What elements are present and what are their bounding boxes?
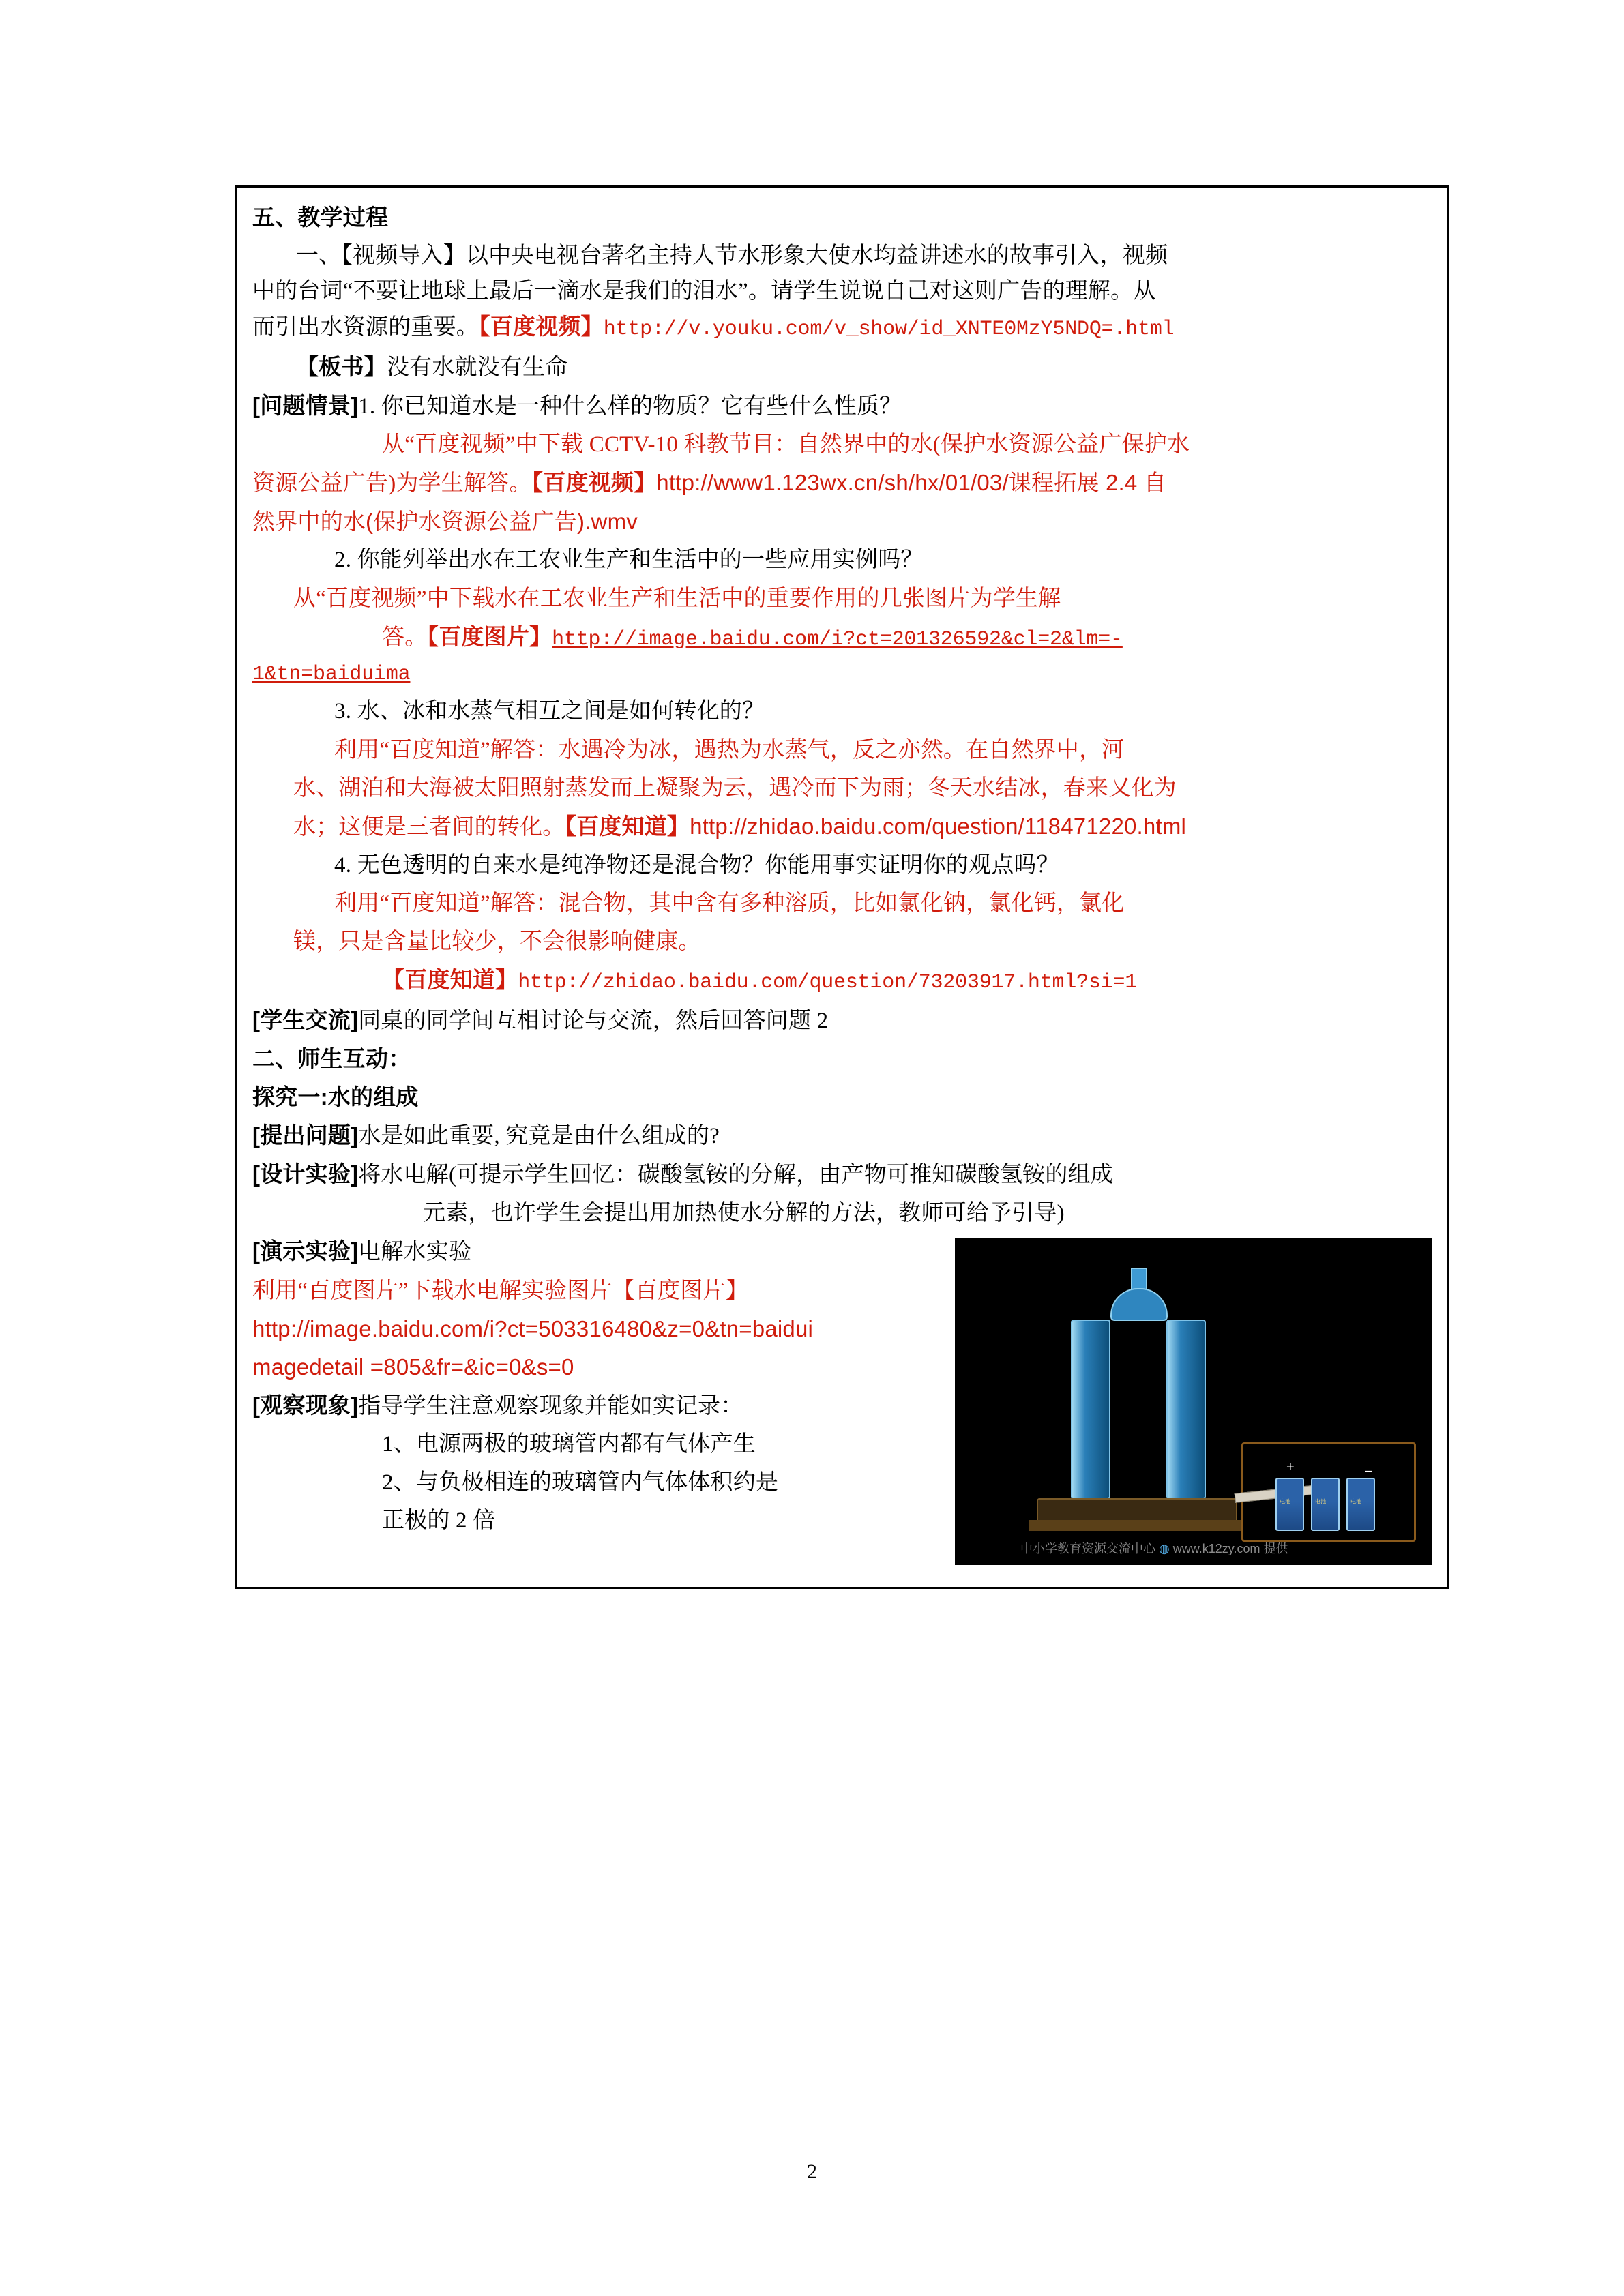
baidu-video-tag: 【百度视频】 <box>479 314 604 340</box>
zhidao-link-2[interactable]: http://zhidao.baidu.com/question/73203917.html?si=1 <box>518 971 1138 995</box>
figure-cathode-tube <box>1071 1320 1110 1500</box>
video-intro-line-2: 中的台词“不要让地球上最后一滴水是我们的泪水”。请学生说说自己对这则广告的理解。从 <box>252 279 1156 304</box>
figure-battery-1 <box>1275 1478 1304 1531</box>
teacher-student-interaction-heading: 二、师生互动： <box>252 1045 411 1071</box>
question-3: 3. 水、冰和水蒸气相互之间是如何转化的？ <box>334 699 765 724</box>
demo-source-line-1: 利用“百度图片”下载水电解实验图片【百度图片】 <box>252 1278 748 1303</box>
figure-negative-terminal-label: − <box>1364 1463 1373 1480</box>
observe-item-3: 正极的 2 倍 <box>382 1508 496 1534</box>
demo-source-link-line-1[interactable]: http://image.baidu.com/i?ct=503316480&z=0&tn=baidui <box>252 1315 814 1341</box>
answer4-line-1: 利用“百度知道”解答：混合物，其中含有多种溶质，比如氯化钠，氯化钙，氯化 <box>334 891 1125 916</box>
watermark-site: www.k12zy.com <box>1172 1542 1260 1556</box>
watermark-suffix: 提供 <box>1263 1542 1288 1556</box>
figure-flask-neck <box>1110 1288 1168 1321</box>
answer2-line-1: 从“百度视频”中下载水在工农业生产和生活中的重要作用的几张图片为学生解 <box>293 586 1061 611</box>
question-4: 4. 无色透明的自来水是纯净物还是混合物？你能用事实证明你的观点吗？ <box>334 852 1059 878</box>
answer3-line-1: 利用“百度知道”解答：水遇冷为冰，遇热为水蒸气，反之亦然。在自然界中，河 <box>334 737 1125 762</box>
youku-link[interactable]: http://v.youku.com/v_show/id_XNTE0MzY5NDQ=.html <box>603 318 1175 342</box>
electrolysis-apparatus-figure <box>955 1238 1432 1565</box>
baidu-image-link-line-1[interactable]: http://image.baidu.com/i?ct=201326592&cl=2&lm=- <box>552 627 1123 651</box>
baidu-zhidao-tag: 【百度知道】 <box>565 813 690 839</box>
wmv-link-line-2[interactable]: 然界中的水(保护水资源公益广告).wmv <box>252 509 638 535</box>
figure-anode-tube <box>1166 1320 1206 1500</box>
baidu-image-link-line-2[interactable]: 1&tn=baiduima <box>252 663 411 687</box>
answer4-link-paragraph <box>252 962 1432 999</box>
figure-battery-2 <box>1311 1478 1340 1531</box>
raise-question-label: [提出问题] <box>252 1122 359 1148</box>
answer1-paragraph <box>252 427 1432 462</box>
video-intro-paragraph <box>252 238 1432 346</box>
design-experiment-label: [设计实验] <box>252 1161 359 1187</box>
answer1-line-2: 资源公益广告)为学生解答。 <box>252 471 532 496</box>
student-exchange-text: 同桌的同学间互相讨论与交流，然后回答问题 2 <box>358 1008 829 1033</box>
raise-question-text: 水是如此重要, 究竟是由什么组成的? <box>358 1124 720 1149</box>
answer3-paragraph-3 <box>252 809 1432 845</box>
baidu-video-tag-2: 【百度视频】 <box>531 470 657 496</box>
problem-scene-text: 1. 你已知道水是一种什么样的物质？它有些什么性质？ <box>358 393 902 419</box>
answer1-paragraph-3 <box>252 504 1432 539</box>
design-experiment-line <box>252 1157 1432 1193</box>
video-intro-line-3: 而引出水资源的重要。 <box>252 315 479 340</box>
video-intro-line-1: 一、【视频导入】以中央电视台著名主持人节水形象大使水均益讲述水的故事引入，视频 <box>296 243 1168 269</box>
figure-watermark <box>1020 1539 1288 1557</box>
blackboard-text: 没有水就没有生命 <box>386 355 568 380</box>
raise-question-line <box>252 1118 1432 1154</box>
blackboard-line <box>252 349 1432 385</box>
figure-base-foot <box>1029 1520 1243 1531</box>
inquiry-1-heading: 探究一:水的组成 <box>252 1084 419 1109</box>
baidu-zhidao-tag-2: 【百度知道】 <box>382 967 518 993</box>
observe-label: [观察现象] <box>252 1392 359 1418</box>
student-exchange-line <box>252 1002 1432 1039</box>
battery-label-3: 电池 <box>1350 1498 1362 1505</box>
watermark-prefix: 中小学教育资源交流中心 <box>1020 1542 1155 1556</box>
zhidao-link-1[interactable]: http://zhidao.baidu.com/question/118471220.html <box>690 813 1187 839</box>
answer3-line-2: 水、湖泊和大海被太阳照射蒸发而上凝聚为云，遇冷而下为雨；冬天水结冰，春来又化为 <box>293 775 1177 801</box>
figure-battery-3 <box>1346 1478 1375 1531</box>
answer1-line-1: 从“百度视频”中下载 CCTV-10 科教节目：自然界中的水(保护水资源公益广保护水 <box>382 432 1190 458</box>
globe-icon: ◍ <box>1159 1542 1170 1556</box>
demo-experiment-section <box>252 1234 1432 1569</box>
question-2: 2. 你能列举出水在工农业生产和生活中的一些应用实例吗？ <box>334 548 924 573</box>
design-experiment-line-1: 将水电解(可提示学生回忆：碳酸氢铵的分解，由产物可推知碳酸氢铵的组成 <box>358 1163 1113 1188</box>
answer2-line-2: 答。 <box>382 625 428 650</box>
design-experiment-line-2: 元素，也许学生会提出用加热使水分解的方法，教师可给予引导) <box>423 1201 1065 1226</box>
demo-source-link-line-2[interactable]: magedetail =805&fr=&ic=0&s=0 <box>252 1354 574 1380</box>
document-body-frame <box>235 185 1449 1589</box>
observe-text: 指导学生注意观察现象并能如实记录： <box>358 1393 743 1418</box>
answer2-paragraph-2 <box>252 619 1432 656</box>
battery-label-2: 电池 <box>1314 1498 1327 1505</box>
figure-positive-terminal-label: + <box>1286 1460 1295 1476</box>
blackboard-label: 【板书】 <box>296 353 387 379</box>
battery-label-1: 电池 <box>1279 1498 1291 1505</box>
problem-scene-label: [问题情景] <box>252 392 359 418</box>
answer3-line-3: 水；这便是三者间的转化。 <box>293 814 565 839</box>
demo-experiment-text: 电解水实验 <box>358 1240 472 1265</box>
observe-item-2: 2、与负极相连的玻璃管内气体体积约是 <box>382 1470 779 1495</box>
answer1-paragraph-2 <box>252 465 1432 501</box>
student-exchange-label: [学生交流] <box>252 1007 359 1032</box>
observe-item-1: 1、电源两极的玻璃管内都有气体产生 <box>382 1432 756 1457</box>
page-number: 2 <box>807 2160 817 2183</box>
wmv-link-line-1[interactable]: http://www1.123wx.cn/sh/hx/01/03/课程拓展 2.4 自 <box>656 470 1167 496</box>
baidu-image-tag: 【百度图片】 <box>427 623 552 649</box>
demo-experiment-label: [演示实验] <box>252 1238 359 1264</box>
problem-scene-line <box>252 388 1432 424</box>
answer4-line-2: 镁，只是含量比较少，不会很影响健康。 <box>293 929 701 955</box>
page-title: 五、教学过程 <box>252 205 389 230</box>
